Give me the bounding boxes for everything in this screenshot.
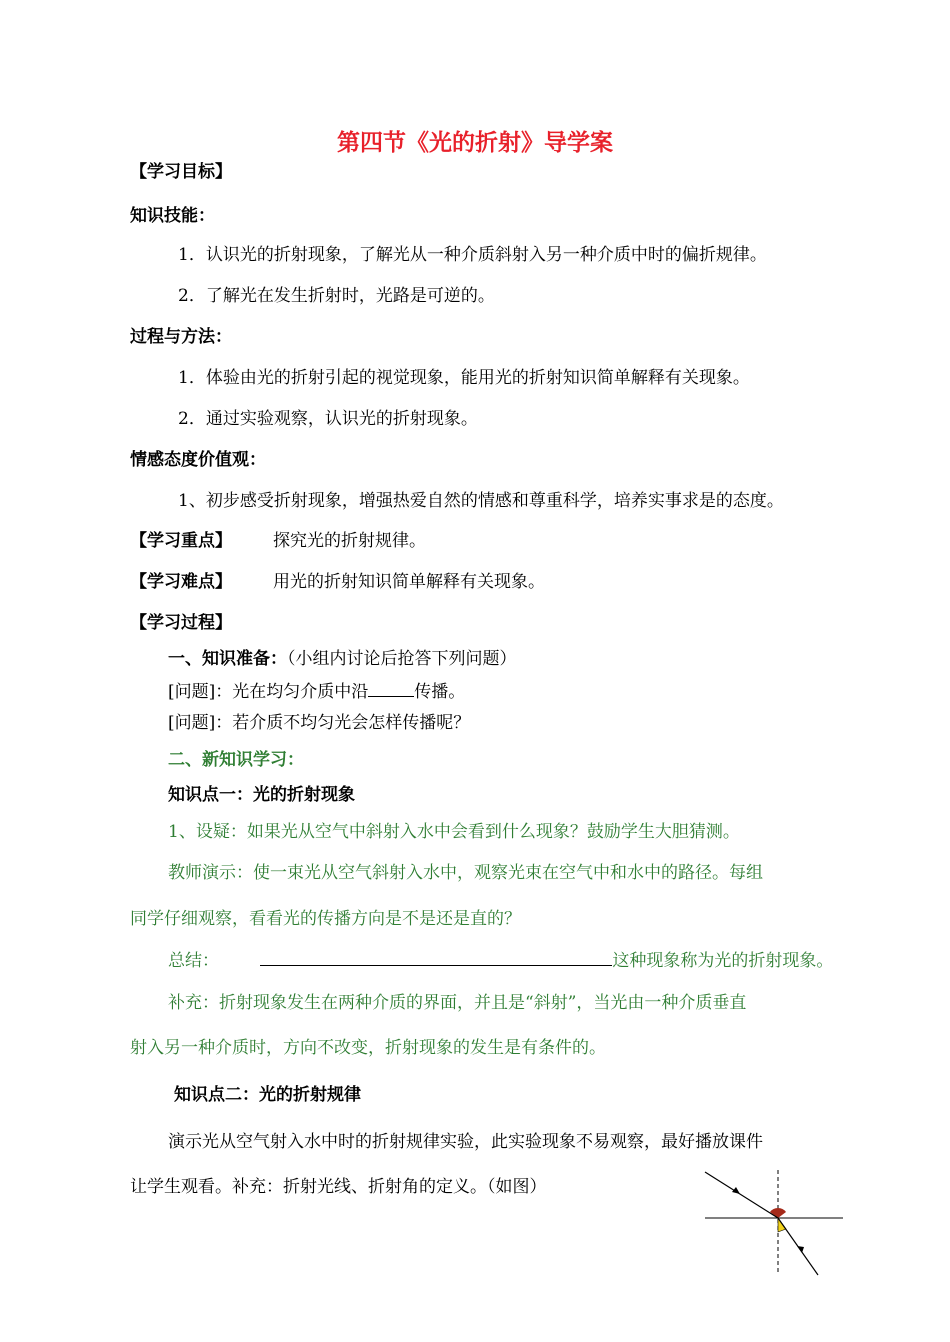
knowledge-label: 知识技能： <box>130 206 215 226</box>
process-item: 2．通过实验观察，认识光的折射现象。 <box>178 409 478 429</box>
difficulty-label: 【学习难点】 <box>130 572 232 592</box>
question-1-prefix: [问题]：光在均匀介质中沿 <box>168 682 369 702</box>
incident-angle-arc <box>770 1208 786 1218</box>
question-1-suffix: 传播。 <box>414 682 466 702</box>
difficulty-text: 用光的折射知识简单解释有关现象。 <box>273 572 545 592</box>
point1-demo-cont: 同学仔细观察，看看光的传播方向是不是还是直的？ <box>130 909 521 929</box>
point1-question: 1、设疑：如果光从空气中斜射入水中会看到什么现象？鼓励学生大胆猜测。 <box>168 822 740 842</box>
knowledge-item: 1．认识光的折射现象，了解光从一种介质斜射入另一种介质中时的偏折规律。 <box>178 245 767 265</box>
supplement-cont: 射入另一种介质时，方向不改变，折射现象的发生是有条件的。 <box>130 1038 606 1058</box>
key-label: 【学习重点】 <box>130 531 232 551</box>
page-title: 第四节《光的折射》导学案 <box>337 130 613 156</box>
point1-demo: 教师演示：使一束光从空气斜射入水中，观察光束在空气中和水中的路径。每组 <box>168 863 763 883</box>
arrow-icon <box>732 1187 740 1194</box>
point2-text-cont: 让学生观看。补充：折射光线、折射角的定义。（如图） <box>130 1177 547 1197</box>
incident-ray <box>705 1172 778 1218</box>
process-item: 1．体验由光的折射引起的视觉现象，能用光的折射知识简单解释有关现象。 <box>178 368 750 388</box>
summary-line <box>168 946 833 971</box>
refraction-diagram <box>700 1165 850 1280</box>
knowledge-item: 2．了解光在发生折射时，光路是可逆的。 <box>178 286 495 306</box>
prep-label: 一、知识准备： <box>168 649 287 669</box>
point2-text: 演示光从空气射入水中时的折射规律实验，此实验现象不易观察，最好播放课件 <box>168 1132 763 1152</box>
point1-label: 知识点一：光的折射现象 <box>168 785 355 805</box>
objectives-label: 【学习目标】 <box>130 162 232 182</box>
prep-question-2: [问题]：若介质不均匀光会怎样传播呢？ <box>168 713 471 733</box>
prep-line <box>168 644 517 669</box>
point2-label: 知识点二：光的折射规律 <box>174 1085 361 1105</box>
emotion-label: 情感态度价值观： <box>130 450 266 470</box>
new-knowledge-label: 二、新知识学习： <box>168 750 304 770</box>
prep-note: （小组内讨论后抢答下列问题） <box>287 649 517 669</box>
process-label: 过程与方法： <box>130 327 232 347</box>
summary-suffix: 这种现象称为光的折射现象。 <box>612 951 834 971</box>
emotion-item: 1、初步感受折射现象，增强热爱自然的情感和尊重科学，培养实事求是的态度。 <box>178 491 784 511</box>
supplement: 补充：折射现象发生在两种介质的界面，并且是“斜射”，当光由一种介质垂直 <box>168 993 747 1013</box>
arrow-icon <box>797 1246 804 1253</box>
summary-prefix: 总结： <box>168 951 219 971</box>
process-heading: 【学习过程】 <box>130 613 232 633</box>
fill-blank[interactable] <box>368 679 414 697</box>
prep-question-1 <box>168 677 465 702</box>
summary-blank[interactable] <box>260 948 612 966</box>
key-text: 探究光的折射规律。 <box>273 531 426 551</box>
